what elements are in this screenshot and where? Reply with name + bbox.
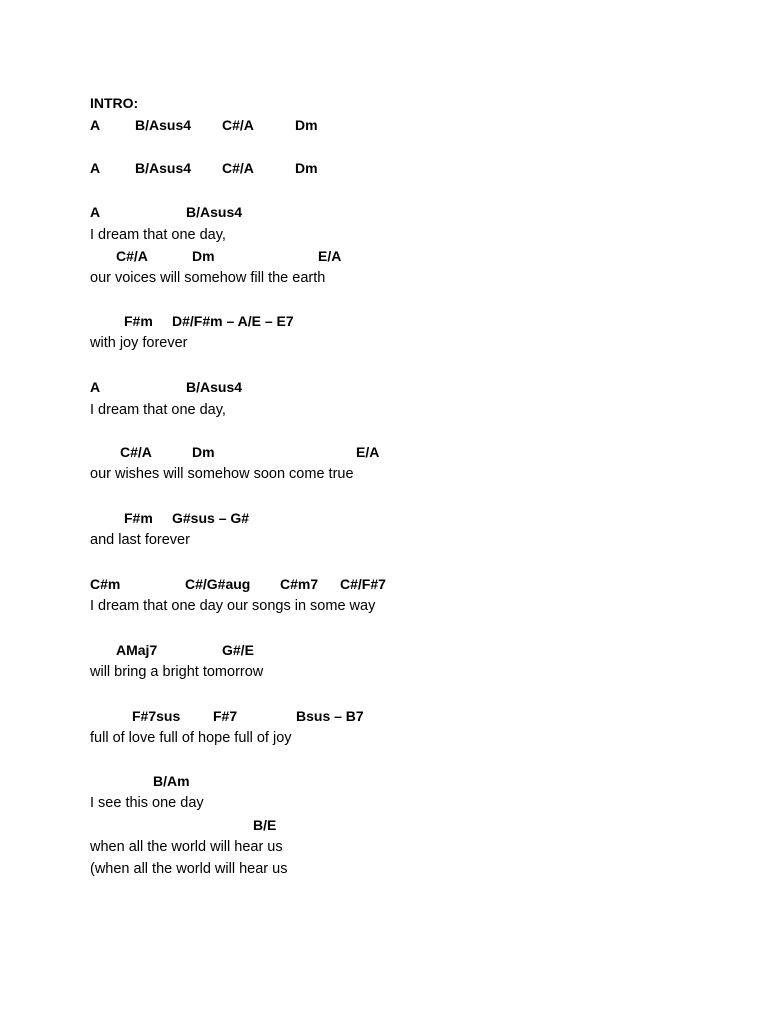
chord: F#m [124,510,153,526]
chord: C#m [90,576,121,592]
chord: Dm [192,444,215,460]
chord: B/Asus4 [186,379,243,395]
chord: C#/F#7 [340,576,386,592]
chord: A [90,160,101,176]
chord: C#m7 [280,576,319,592]
lyric-line: full of love full of hope full of joy [90,730,292,746]
lyric-line: will bring a bright tomorrow [90,664,264,680]
chord: C#/A [116,248,148,264]
chord: B/Asus4 [135,117,192,133]
chord: B/Asus4 [186,204,243,220]
chord: A [90,117,101,133]
lyric-line: our voices will somehow fill the earth [90,270,326,286]
chord: AMaj7 [116,642,158,658]
chord: F#m [124,313,153,329]
lyric-line: with joy forever [90,335,188,351]
chord: C#/G#aug [185,576,251,592]
chord: B/E [253,817,277,833]
lyric-line: when all the world will hear us [90,839,283,855]
chord: G#/E [222,642,254,658]
chord: Bsus – B7 [296,708,364,724]
chord: G#sus – G# [172,510,250,526]
chord: C#/A [120,444,152,460]
chord: B/Asus4 [135,160,192,176]
chord: C#/A [222,160,254,176]
chord: Dm [192,248,215,264]
lyric-line: I dream that one day, [90,227,226,243]
chord: Dm [295,160,318,176]
chord: F#7 [213,708,238,724]
chord: Dm [295,117,318,133]
lyric-line: our wishes will somehow soon come true [90,466,354,482]
intro-label: INTRO: [90,95,139,111]
chord: B/Am [153,773,190,789]
lyric-line: (when all the world will hear us [90,861,288,877]
chord: A [90,204,101,220]
chord: C#/A [222,117,254,133]
lyric-line: I dream that one day our songs in some way [90,598,376,614]
chord: E/A [318,248,342,264]
lyric-line: I dream that one day, [90,402,226,418]
lyric-line: I see this one day [90,795,204,811]
chord: A [90,379,101,395]
chord: F#7sus [132,708,181,724]
lyric-line: and last forever [90,532,190,548]
chord: E/A [356,444,380,460]
chord: D#/F#m – A/E – E7 [172,313,294,329]
